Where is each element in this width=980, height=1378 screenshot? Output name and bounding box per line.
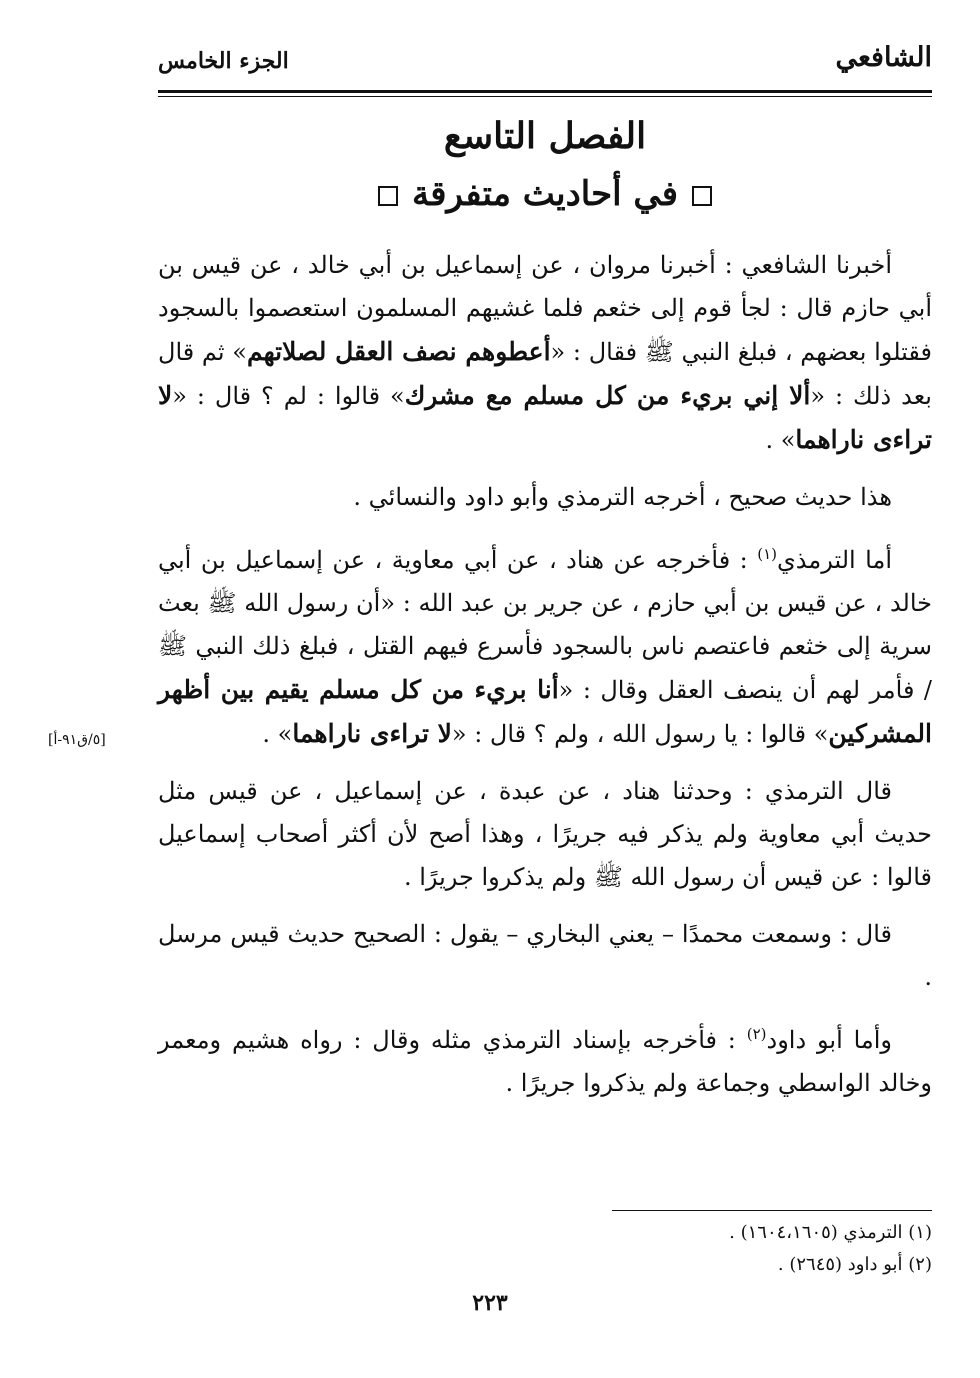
paragraph-tirmidhi-comment: قال الترمذي : وحدثنا هناد ، عن عبدة ، عن إسماعيل ، عن قيس مثل حديث أبي معاوية ولم يذكر فيه جريرًا ، وهذا أصح لأن أكثر أصحاب إسماعيل قالوا : عن قيس أن رسول الله ﷺ ولم يذكروا جريرًا . <box>158 777 932 891</box>
text-run: » . <box>262 720 293 748</box>
paragraph-abu-dawud <box>158 1013 932 1105</box>
text-run: » . <box>765 426 796 454</box>
chapter-subtitle-row <box>158 170 932 218</box>
paragraph-bukhari: قال : وسمعت محمدًا – يعني البخاري – يقول : الصحيح حديث قيس مرسل . <box>158 920 932 991</box>
text-run: » قالوا : لم ؟ قال : « <box>172 382 405 410</box>
text-run: » ثم قال بعد ذلك : « <box>158 338 932 410</box>
running-header-author: الشافعي <box>835 42 932 73</box>
text-run: وأما أبو داود <box>766 1026 893 1054</box>
footnote-2: (٢) أبو داود (٢٦٤٥) . <box>777 1254 932 1275</box>
page-number: ٢٢٣ <box>472 1290 508 1316</box>
manuscript-folio-note: [٥/ق٩١-أ] <box>48 732 106 748</box>
header-rule-thick <box>158 90 932 93</box>
paragraph-grading: هذا حديث صحيح ، أخرجه الترمذي وأبو داود والنسائي . <box>353 483 892 511</box>
running-header-volume: الجزء الخامس <box>158 48 289 74</box>
hadith-quote: أعطوهم نصف العقل لصلاتهم <box>247 337 551 366</box>
chapter-subtitle: في أحاديث متفرقة <box>412 174 678 214</box>
square-ornament-icon <box>378 186 398 206</box>
paragraph-tirmidhi <box>158 533 932 756</box>
footnote-1: (١) الترمذي (١٦٠٤،١٦٠٥) . <box>729 1222 932 1243</box>
chapter-title: الفصل التاسع <box>443 115 647 157</box>
paragraph-hadith <box>158 244 932 462</box>
footnote-ref[interactable]: (٢) <box>746 1025 767 1043</box>
hadith-quote: لا تراءى ناراهما <box>158 381 932 454</box>
footnote-rule <box>612 1210 932 1211</box>
square-ornament-icon <box>692 186 712 206</box>
text-run: » قالوا : يا رسول الله ، ولم ؟ قال : « <box>451 720 829 748</box>
text-run: أما الترمذي <box>776 546 892 574</box>
footnote-ref[interactable]: (١) <box>757 545 777 563</box>
hadith-quote: ألا إني بريء من كل مسلم مع مشرك <box>404 381 811 410</box>
main-text <box>158 244 932 1119</box>
hadith-quote: لا تراءى ناراهما <box>292 719 452 748</box>
text-run: : فأخرجه عن هناد ، عن أبي معاوية ، عن إسماعيل بن أبي خالد ، عن قيس بن أبي حازم ، عن جرير بن عبد الله : «أن رسول الله ﷺ بعث سرية إلى خثعم فاعتصم ناس بالسجود فأسرع فيهم القتل ، فبلغ ذلك النبي ﷺ / فأمر لهم أن ينصف العقل وقال : « <box>158 546 932 704</box>
hadith-quote: أنا بريء من كل مسلم يقيم بين أظهر المشركين <box>158 675 932 748</box>
text-run: : فأخرجه بإسناد الترمذي مثله وقال : رواه هشيم ومعمر وخالد الواسطي وجماعة ولم يذكروا جريرًا . <box>158 1026 932 1097</box>
header-rule-thin <box>158 96 932 97</box>
text-run: أخبرنا الشافعي : أخبرنا مروان ، عن إسماعيل بن أبي خالد ، عن قيس بن أبي حازم قال : لجأ قوم إلى خثعم فلما غشيهم المسلمون استعصموا بالسجود فقتلوا بعضهم ، فبلغ النبي ﷺ فقال : « <box>158 251 932 366</box>
